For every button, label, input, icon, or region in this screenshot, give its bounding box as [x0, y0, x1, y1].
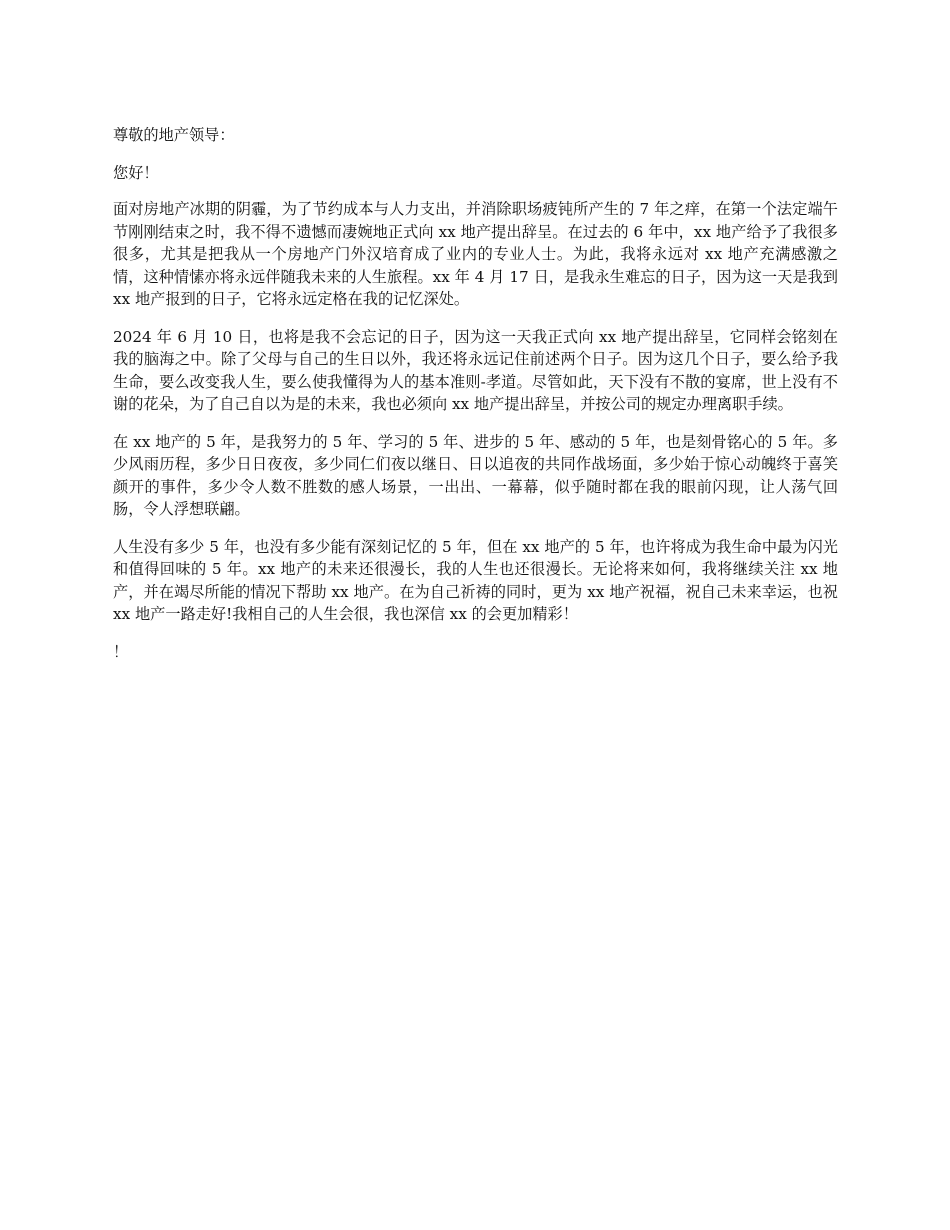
letter-closing: ！ — [113, 642, 129, 661]
letter-salutation: 尊敬的地产领导： — [113, 126, 235, 144]
letter-body — [113, 124, 838, 678]
letter-paragraph-1: 面对房地产冰期的阴霾，为了节约成本与人力支出，并消除职场疲钝所产生的 7 年之痒，在第一个法定端午节刚刚结束之时，我不得不遗憾而凄婉地正式向 xx 地产提出辞呈。在过去的 6 年中，xx 地产给予了我很多很多，尤其是把我从一个房地产门外汉培育成了业内的专业人士。为此，我将永远对 xx 地产充满感激之情，这种情愫亦将永远伴随我未来的人生旅程。xx 年 4 月 17 日，是我永生难忘的日子，因为这一天是我到 xx 地产报到的日子，它将永远定格在我的记忆深处。 — [113, 200, 838, 308]
letter-paragraph-2: 2024 年 6 月 10 日，也将是我不会忘记的日子，因为这一天我正式向 xx 地产提出辞呈，它同样会铭刻在我的脑海之中。除了父母与自己的生日以外，我还将永远记住前述两个日子。因为这几个日子，要么给予我生命，要么改变我人生，要么使我懂得为人的基本准则-孝道。尽管如此，天下没有不散的宴席，世上没有不谢的花朵，为了自己自以为是的未来，我也必须向 xx 地产提出辞呈，并按公司的规定办理离职手续。 — [113, 327, 838, 413]
letter-greeting: 您好！ — [113, 163, 159, 182]
letter-paragraph-3: 在 xx 地产的 5 年，是我努力的 5 年、学习的 5 年、进步的 5 年、感动的 5 年，也是刻骨铭心的 5 年。多少风雨历程，多少日日夜夜，多少同仁们夜以继日、日以追夜的共同作战场面，多少始于惊心动魄终于喜笑颜开的事件，多少令人数不胜数的感人场景，一出出、一幕幕，似乎随时都在我的眼前闪现，让人荡气回肠，令人浮想联翩。 — [113, 432, 838, 518]
letter-paragraph-4: 人生没有多少 5 年，也没有多少能有深刻记忆的 5 年，但在 xx 地产的 5 年，也许将成为我生命中最为闪光和值得回味的 5 年。xx 地产的未来还很漫长，我的人生也还很漫长。无论将来如何，我将继续关注 xx 地产，并在竭尽所能的情况下帮助 xx 地产。在为自己祈祷的同时，更为 xx 地产祝福，祝自己未来幸运，也祝 xx 地产一路走好!我相自己的人生会很，我也深信 xx 的会更加精彩！ — [113, 537, 838, 623]
